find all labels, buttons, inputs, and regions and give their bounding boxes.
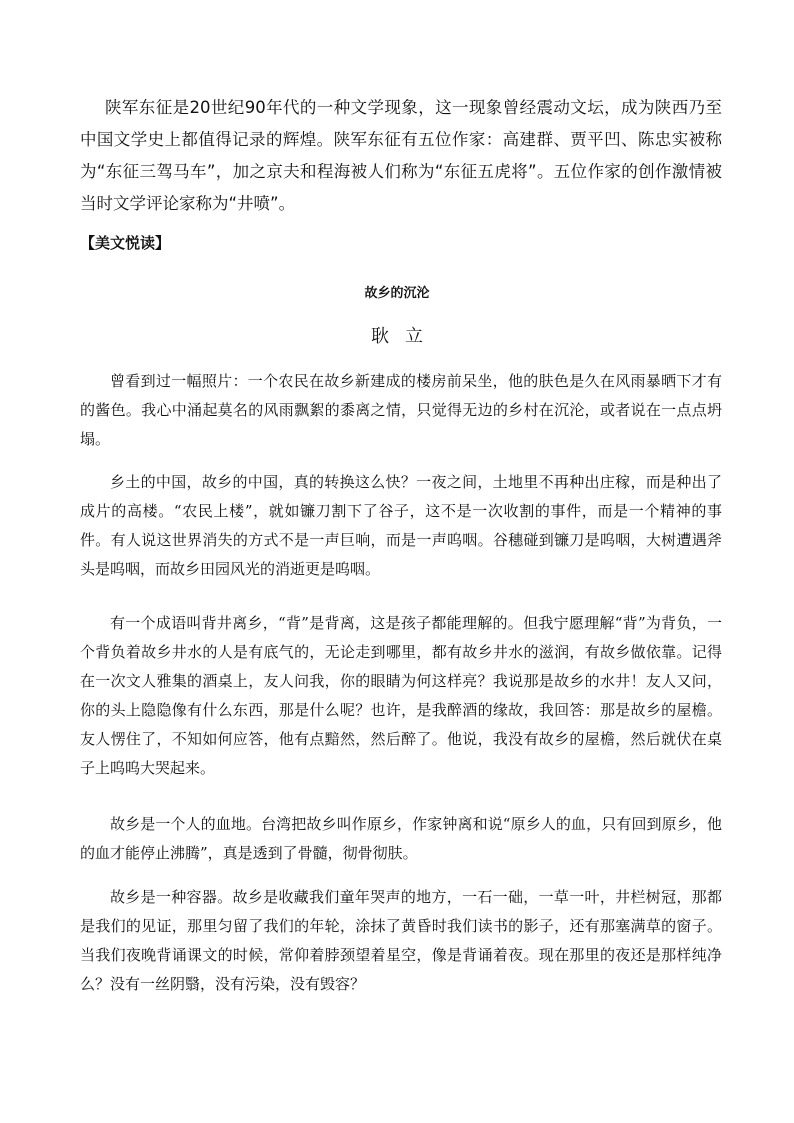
intro-paragraph: 陕军东征是20世纪90年代的一种文学现象，这一现象曾经震动文坛，成为陕西乃至中国文学史上都值得记录的辉煌。陕军东征有五位作家：高建群、贾平凹、陈忠实被称为“东征三驾马车”，加之京夫和程海被人们称为“东征五虎将”。五位作家的创作激情被当时文学评论家称为“井喷”。 (80, 98, 722, 213)
essay-paragraph-2: 乡土的中国，故乡的中国，真的转换这么快？一夜之间，土地里不再种出庄稼，而是种出了成片的高楼。“农民上楼”，就如镰刀割下了谷子，这不是一次收割的事件，而是一个精神的事件。有人说这世界消失的方式不是一声巨响，而是一声呜咽。谷穗碰到镰刀是呜咽，大树遭遇斧头是呜咽，而故乡田园风光的消逝更是呜咽。 (80, 473, 722, 578)
section-label: 【美文悦读】 (80, 234, 171, 252)
essay-paragraph-4: 故乡是一个人的血地。台湾把故乡叫作原乡，作家钟离和说“原乡人的血，只有回到原乡，他的血才能停止沸腾”，真是透到了骨髓，彻骨彻肤。 (80, 815, 722, 862)
essay-paragraph-5: 故乡是一种容器。故乡是收藏我们童年哭声的地方，一石一础，一草一叶，井栏树冠，那都是我们的见证，那里匀留了我们的年轮，涂抹了黄昏时我们读书的影子，还有那塞满草的窗子。当我们夜晚背诵课文的时候，常仰着脖颈望着星空，像是背诵着夜。现在那里的夜还是那样纯净么？没有一丝阴翳，没有污染，没有毁容？ (80, 888, 722, 993)
essay-paragraph-3: 有一个成语叫背井离乡，“背”是背离，这是孩子都能理解的。但我宁愿理解“背”为背负，一个背负着故乡井水的人是有底气的，无论走到哪里，都有故乡井水的滋润，有故乡做依靠。记得在一次文人雅集的酒桌上，友人问我，你的眼睛为何这样亮？我说那是故乡的水井！友人又问，你的头上隐隐像有什么东西，那是什么呢？也许，是我醉酒的缘故，我回答：那是故乡的屋檐。友人愣住了，不知如何应答，他有点黯然，然后醉了。他说，我没有故乡的屋檐，然后就伏在桌子上呜呜大哭起来。 (80, 614, 722, 777)
essay-paragraph-1: 曾看到过一幅照片：一个农民在故乡新建成的楼房前呆坐，他的肤色是久在风雨暴晒下才有的酱色。我心中涌起莫名的风雨飘絮的黍离之情，只觉得无边的乡村在沉沦，或者说在一点点坍塌。 (80, 372, 722, 448)
essay-title: 故乡的沉沦 (364, 286, 430, 301)
essay-author: 耿立 (371, 326, 439, 347)
